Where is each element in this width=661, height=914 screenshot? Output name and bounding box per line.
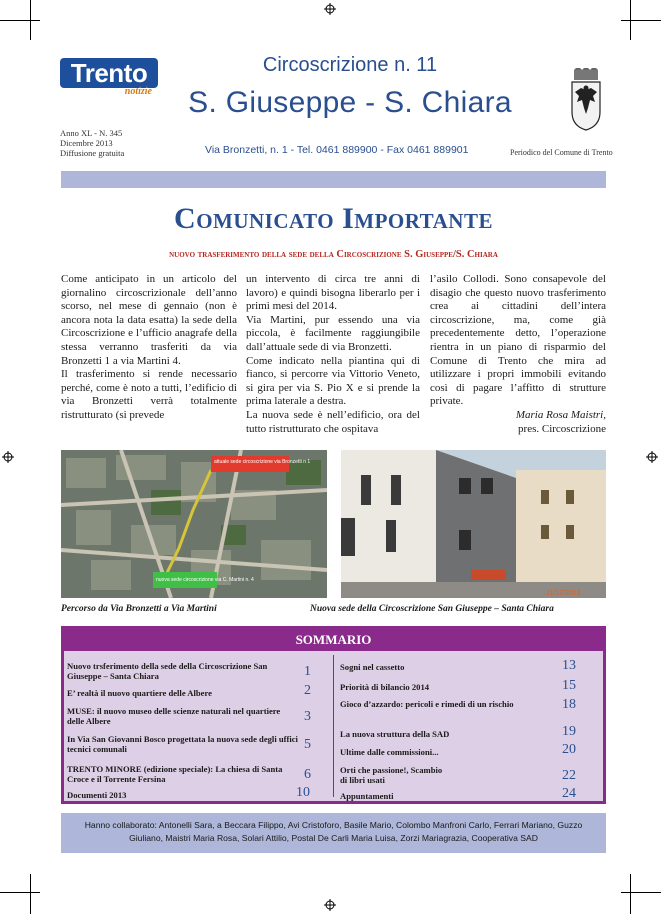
sommario-title: SOMMARIO [64,629,603,651]
toc-item-page: 20 [562,742,576,757]
circoscrizione-title: Circoscrizione n. 11 [262,54,438,76]
new-building-photo [341,450,606,598]
toc-item-page: 19 [562,724,576,739]
article-title: Comunicato Importante [174,202,493,235]
registration-mark-icon [324,3,336,15]
toc-item-title[interactable]: MUSE: il nuovo museo delle scienze naturali nel quartiere delle Albere [67,706,281,726]
route-map-image [61,450,327,598]
article-column-3 [430,273,606,436]
trento-crest-icon [569,68,603,132]
crop-mark [621,20,661,21]
logo-main: Trento [60,58,158,88]
toc-item-title[interactable]: Gioco d’azzardo: pericoli e rimedi di un rischio [340,699,514,709]
article-column-1 [61,273,237,423]
toc-item-title[interactable]: TRENTO MINORE (edizione speciale): La chiesa di Santa Croce e il Torrente Fersina [67,764,283,784]
toc-item-title[interactable]: Appuntamenti [340,791,394,801]
map-label-bottom: nuova sede circoscrizione via C. Martini n. 4 [156,577,254,583]
crop-mark [630,0,631,40]
registration-mark-icon [324,899,336,911]
caption-building: Nuova sede della Circoscrizione San Giuseppe – Santa Chiara [310,604,554,614]
address-line: Via Bronzetti, n. 1 - Tel. 0461 889900 - Fax 0461 889901 [205,144,469,156]
periodico-label: Periodico del Comune di Trento [510,148,613,157]
issue-number: Anno XL - N. 345 [60,128,123,138]
paragraph: un intervento di circa tre anni di lavoro) e quindi bisogna liberarlo per i primi mesi del 2014. [246,273,420,313]
paragraph: Come anticipato in un articolo del giornalino circoscrizionale dell’anno scorso, nel mese di gennaio (non è ancora nota la data esatta) la sede della Circoscrizione e l’ufficio anagrafe della stessa verranno trasferiti da via Bronzetti 1 a via Martini 4. [61,273,237,367]
toc-item-page: 15 [562,678,576,693]
toc-item-title[interactable]: Sogni nel cassetto [340,662,405,672]
paragraph: Via Martini, pur essendo una via piccola, è facilmente raggiungibile dall’attuale sede di via Bronzetti. [246,313,420,353]
toc-item-page: 2 [304,683,311,698]
toc-item-title[interactable]: E’ realtà il nuovo quartiere delle Albere [67,688,212,698]
issue-distribution: Diffusione gratuita [60,148,125,158]
header-band [61,171,606,188]
sommario-divider [333,655,334,797]
crop-mark [30,0,31,40]
crop-mark [30,874,31,914]
toc-item-title[interactable]: Ultime dalle commissioni... [340,747,439,757]
toc-item-page: 10 [296,785,310,800]
toc-item-page: 1 [304,664,311,679]
circoscrizione-name: S. Giuseppe - S. Chiara [188,86,512,119]
map-label-top: attuale sede circoscrizione via Bronzetti n 1 [214,459,311,465]
trento-notizie-logo [60,58,158,100]
registration-mark-icon [2,451,14,463]
toc-item-page: 24 [562,786,576,801]
logo-sub: notizie [124,86,152,97]
paragraph: Il trasferimento si rende necessario perché, come è noto a tutti, l’edificio di via Bronzetti verrà totalmente ristrutturato (si prevede [61,368,237,421]
article-column-2 [246,273,420,436]
toc-item-page: 3 [304,709,311,724]
crop-mark [0,20,40,21]
toc-item-page: 22 [562,768,576,783]
toc-item-title[interactable]: In Via San Giovanni Bosco progettata la nuova sede degli uffici tecnici comunali [67,734,298,754]
photo-date: 11/12/2013 [546,590,581,597]
signature-name: Maria Rosa Maistri, [515,408,606,421]
paragraph: Come indicato nella piantina qui di fianco, si percorre via Vittorio Veneto, si gira per via S. Pio X e si prende la prima laterale a destra. [246,354,420,408]
crop-mark [0,892,40,893]
paragraph: l’asilo Collodi. Sono consapevole del disagio che questo nuovo trasferimento crea ai cittadini dell’intera circoscrizione, ma, come già precedentemente detto, l’operazione rientra in un piano di risparmio del Comune di Trento che mira ad utilizzare i propri immobili evitando così di pagare l’affitto di strutture private. [430,273,606,408]
signature-role: pres. Circoscrizione [518,422,606,435]
issue-date: Dicembre 2013 [60,138,113,148]
crop-mark [630,874,631,914]
toc-item-page: 5 [304,737,311,752]
collaborators-box: Hanno collaborato: Antonelli Sara, a Beccara Filippo, Avi Cristoforo, Basile Mario, Colombo Manfroni Carlo, Ferrari Mariano, Guzzo Giuliano, Maistri Maria Rosa, Solari Attilio, Postal De Carli Maria Luisa, Zorzi Mariagrazia, Cooperativa SAD [61,813,606,853]
toc-item-title[interactable]: Nuovo trsferimento della sede della Circoscrizione San Giuseppe – Santa Chiara [67,661,268,681]
crop-mark [621,892,661,893]
caption-map: Percorso da Via Bronzetti a Via Martini [61,604,217,614]
map-drawing [61,450,327,598]
toc-item-page: 18 [562,697,576,712]
issue-info [60,128,124,158]
toc-item-title[interactable]: La nuova struttura della SAD [340,729,450,739]
toc-item-page: 6 [304,767,311,782]
building-drawing [341,450,606,598]
article-subtitle: nuovo trasferimento della sede della Circoscrizione S. Giuseppe/S. Chiara [169,249,498,260]
toc-item-page: 13 [562,658,576,673]
toc-item-title[interactable]: Documenti 2013 [67,790,127,800]
toc-item-title[interactable]: Priorità di bilancio 2014 [340,682,430,692]
registration-mark-icon [646,451,658,463]
paragraph: La nuova sede è nell’edificio, ora del tutto ristrutturato che ospitava [246,408,420,435]
sommario-box [61,626,606,804]
toc-item-title[interactable]: Orti che passione!, Scambio di libri usati [340,765,443,785]
